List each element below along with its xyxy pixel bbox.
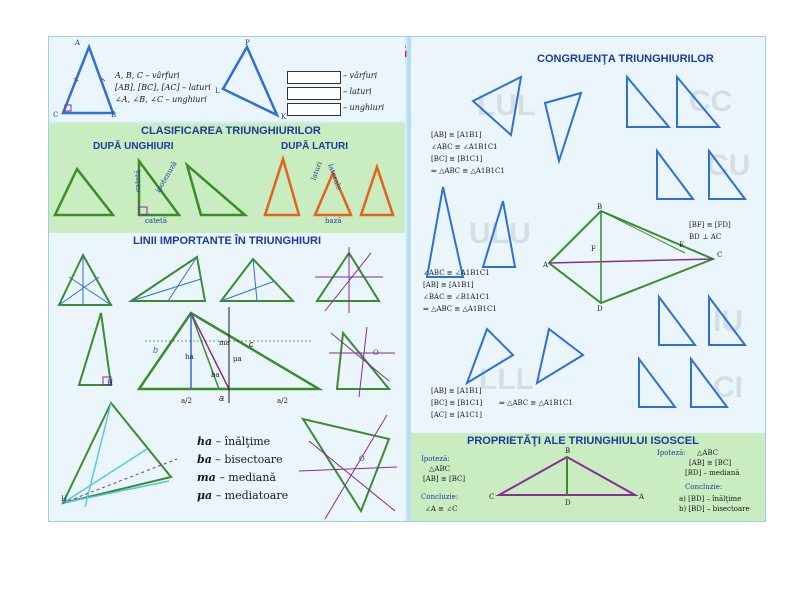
- ulu-condition: [AB] ≡ [A1B1]: [423, 281, 474, 289]
- lll-triangles: [459, 325, 599, 395]
- point-label: L: [215, 87, 220, 95]
- blank-box: [287, 87, 341, 100]
- legend-text: – mediană: [219, 471, 276, 484]
- conclusion-item: b) [BD] – bisectoare: [679, 505, 750, 513]
- classification-triangles: [49, 153, 405, 233]
- blank-box: [287, 71, 341, 84]
- point-label: H: [61, 495, 68, 503]
- blank-box: [287, 103, 341, 116]
- poster: [48, 36, 766, 522]
- legend-perpendicular-bisector: [197, 489, 288, 502]
- hypothesis-item: [AB] ≡ [BC]: [689, 459, 732, 467]
- watermark: LLL: [479, 363, 534, 396]
- fill-label-2: – laturi: [343, 87, 372, 96]
- legend-symbol: ba: [197, 453, 212, 466]
- legend-text: – înălţime: [215, 435, 271, 448]
- ha-label: ha: [185, 353, 194, 361]
- baza-label: bază: [325, 217, 342, 225]
- lll-condition: [BC] ≡ [B1C1]: [431, 399, 483, 407]
- conclusion-item: ∠A ≡ ∠C: [425, 505, 458, 513]
- point-label: C: [717, 251, 723, 259]
- cc-triangles: [619, 75, 729, 135]
- watermark: ULU: [469, 217, 531, 250]
- watermark: CU: [707, 149, 751, 182]
- iu-triangles: [649, 293, 759, 353]
- point-label: K: [281, 113, 287, 121]
- fill-label-1: – vârfuri: [343, 71, 378, 80]
- right-triangle-height: [57, 307, 137, 397]
- cateta-label: catetă: [134, 169, 143, 193]
- mua-label: μa: [233, 355, 242, 363]
- side-c-label: c: [249, 339, 254, 349]
- lll-condition: [AC] ≡ [A1C1]: [431, 411, 482, 419]
- lul-condition: [BC] ≡ [B1C1]: [431, 155, 483, 163]
- point-label: C: [53, 111, 59, 119]
- ba-label: ba: [211, 371, 220, 379]
- side-b-label: b: [153, 345, 159, 355]
- legend-text: – bisectoare: [215, 453, 283, 466]
- intro-line-2: [AB], [BC], [AC] – laturi: [115, 83, 211, 92]
- medians-triangle: [329, 327, 399, 403]
- point-label: A: [543, 261, 549, 269]
- intro-triangle-left: [59, 43, 119, 123]
- conclusion-label: Concluzie:: [685, 483, 723, 491]
- hypothesis-item: △ABC: [697, 449, 719, 457]
- by-angles-heading: DUPĂ UNGHIURI: [93, 141, 174, 152]
- laterale-label: laterale: [326, 162, 344, 192]
- point-label: C: [489, 493, 495, 501]
- congruence-heading: CONGRUENŢA TRIUNGHIURILOR: [537, 53, 714, 65]
- point-label: A: [75, 39, 81, 47]
- laturi-label: laturi: [309, 160, 324, 182]
- isosceles-triangle: [495, 451, 655, 511]
- point-label: E: [679, 241, 685, 249]
- half-a-label: a/2: [277, 397, 288, 405]
- point-label: D: [565, 499, 571, 507]
- hypothesis-label: Ipoteză:: [657, 449, 686, 457]
- hypothesis-label: Ipoteză:: [421, 455, 450, 463]
- point-label: B: [565, 447, 571, 455]
- lll-condition: [AB] ≡ [A1B1]: [431, 387, 482, 395]
- point-label: O: [373, 349, 379, 357]
- isosceles-heading: PROPRIETĂŢI ALE TRIUNGHIULUI ISOSCEL: [467, 435, 699, 447]
- cateta-label: catetă: [145, 217, 168, 225]
- point-label: P: [245, 39, 250, 47]
- hypothesis-item: [BD] – mediană: [685, 469, 740, 477]
- half-a-label: a/2: [181, 397, 192, 405]
- obtuse-triangle-bisectors: [299, 411, 399, 521]
- by-sides-heading: DUPĂ LATURI: [281, 141, 349, 152]
- ulu-result: ⇒ △ABC ≡ △A1B1C1: [423, 305, 497, 313]
- legend-symbol: ha: [197, 435, 213, 448]
- lll-result: ⇒ △ABC ≡ △A1B1C1: [499, 399, 573, 407]
- conclusion-label: Concluzie:: [421, 493, 459, 501]
- kite-condition: BD ⊥ AC: [689, 233, 722, 241]
- intro-line-1: A, B, C – vârfuri: [115, 71, 180, 80]
- point-label: A: [639, 493, 645, 501]
- point-label: F: [591, 245, 596, 253]
- ulu-condition: ∠BAC ≡ ∠B1A1C1: [423, 293, 490, 301]
- legend-bisector: [197, 453, 283, 466]
- ci-triangles: [629, 355, 739, 415]
- point-label: H: [107, 379, 114, 387]
- point-label: D: [597, 305, 603, 313]
- legend-median: [197, 471, 276, 484]
- lul-result: ⇒ △ABC ≡ △A1B1C1: [431, 167, 505, 175]
- lul-condition: [AB] ≡ [A1B1]: [431, 131, 482, 139]
- watermark: IU: [713, 305, 743, 338]
- watermark: CC: [689, 85, 733, 118]
- cu-triangles: [649, 147, 759, 207]
- intro-line-3: ∠A, ∠B, ∠C – unghiuri: [115, 95, 207, 104]
- classification-heading: CLASIFICAREA TRIUNGHIURILOR: [141, 125, 321, 137]
- obtuse-triangle-altitudes: [59, 399, 179, 519]
- hypothesis-item: △ABC: [429, 465, 451, 473]
- hypothesis-item: [AB] ≡ [BC]: [423, 475, 466, 483]
- fill-label-3: – unghiuri: [343, 103, 385, 112]
- legend-height: [197, 435, 270, 448]
- point-label: B: [111, 111, 117, 119]
- ipotenuza-label: ipotenuză: [154, 159, 179, 195]
- lul-condition: ∠ABC ≡ ∠A1B1C1: [431, 143, 498, 151]
- side-a-label: a: [219, 393, 225, 403]
- legend-symbol: ma: [197, 471, 216, 484]
- legend-text: – mediatoare: [215, 489, 289, 502]
- lines-heading: LINII IMPORTANTE ÎN TRIUNGHIURI: [133, 235, 322, 247]
- kite-condition: [BF] ≡ [FD]: [689, 221, 731, 229]
- point-label: O: [359, 455, 365, 463]
- point-label: B: [597, 203, 603, 211]
- watermark: CI: [713, 371, 743, 404]
- watermark: LUL: [477, 89, 536, 122]
- intro-triangle-right: [219, 43, 289, 123]
- legend-symbol: μa: [197, 489, 213, 502]
- ma-label: ma: [219, 339, 230, 347]
- conclusion-item: a) [BD] – înălţime: [679, 495, 742, 503]
- ulu-condition: ∠ABC ≡ ∠A1B1C1: [423, 269, 490, 277]
